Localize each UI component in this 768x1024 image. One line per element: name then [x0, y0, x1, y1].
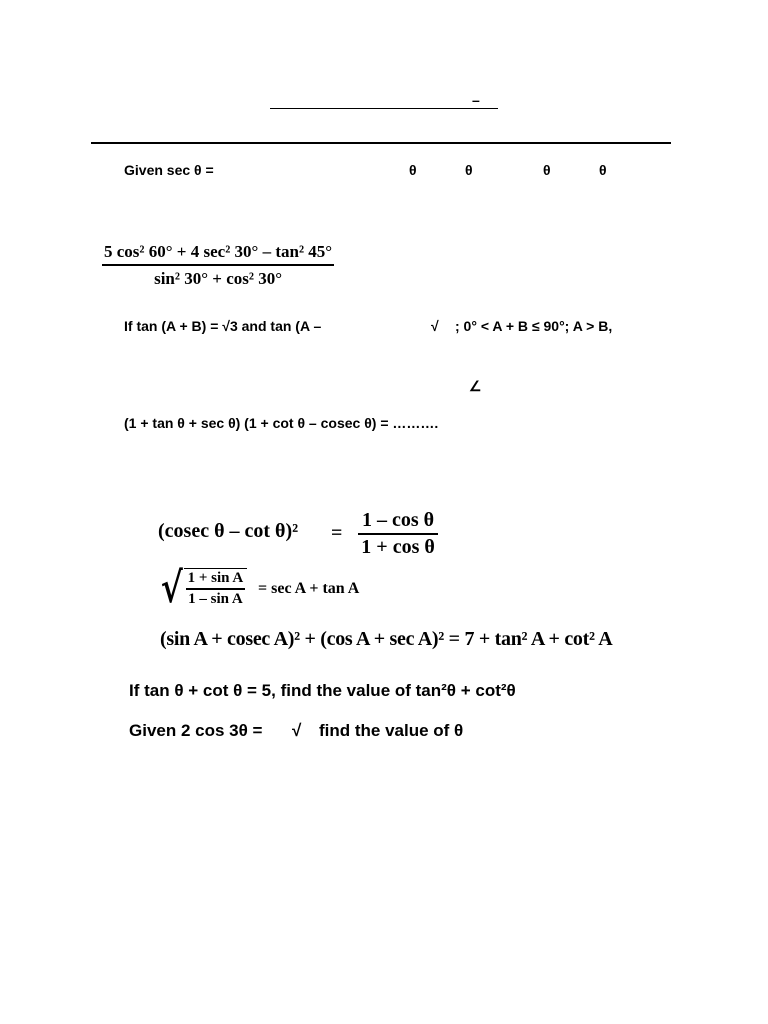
proof1-fraction	[358, 509, 438, 559]
q6-text-b: find the value of θ	[319, 721, 464, 740]
q6-text-a: Given 2 cos 3θ =	[129, 721, 263, 740]
q3-text-a: If tan (A + B) = √3 and tan (A –	[124, 318, 322, 334]
q3-sqrt: √	[431, 318, 439, 334]
radical-icon: √	[160, 563, 183, 612]
q4-text: (1 + tan θ + sec θ) (1 + cot θ – cosec θ) = ……….	[124, 415, 439, 431]
q1-lead: Given sec θ =	[124, 162, 214, 178]
proof2-right: = sec A + tan A	[258, 580, 360, 597]
proof1-numerator: 1 – cos θ	[362, 509, 435, 531]
proof1-denominator: 1 + cos θ	[361, 536, 435, 558]
q1-theta-1: θ	[409, 162, 417, 178]
q1-theta-3: θ	[543, 162, 551, 178]
q6-sqrt: √	[292, 721, 302, 740]
q2-fraction	[102, 242, 334, 289]
proof1-left: (cosec θ – cot θ)²	[158, 520, 299, 542]
proof2-numerator: 1 + sin A	[187, 570, 244, 586]
proof2-denominator: 1 – sin A	[188, 590, 243, 607]
proof2-radicand	[184, 568, 248, 608]
q1-theta-4: θ	[599, 162, 607, 178]
q5-text: If tan θ + cot θ = 5, find the value of tan²θ + cot²θ	[129, 681, 516, 700]
q1-theta-2: θ	[465, 162, 473, 178]
title-underline	[270, 108, 498, 109]
proof3: (sin A + cosec A)² + (cos A + sec A)² = 7 + tan² A + cot² A	[160, 628, 613, 650]
q3-angle-symbol: ∠	[469, 378, 482, 394]
q2-numerator: 5 cos² 60° + 4 sec² 30° – tan² 45°	[104, 242, 333, 261]
header-rule	[91, 142, 671, 144]
proof1-equals: =	[331, 522, 343, 544]
title-dash: –	[472, 92, 480, 108]
proof2-sqrt	[158, 563, 247, 612]
q2-denominator: sin² 30° + cos² 30°	[154, 268, 283, 288]
q3-text-b: ; 0° < A + B ≤ 90°; A > B,	[455, 318, 613, 334]
